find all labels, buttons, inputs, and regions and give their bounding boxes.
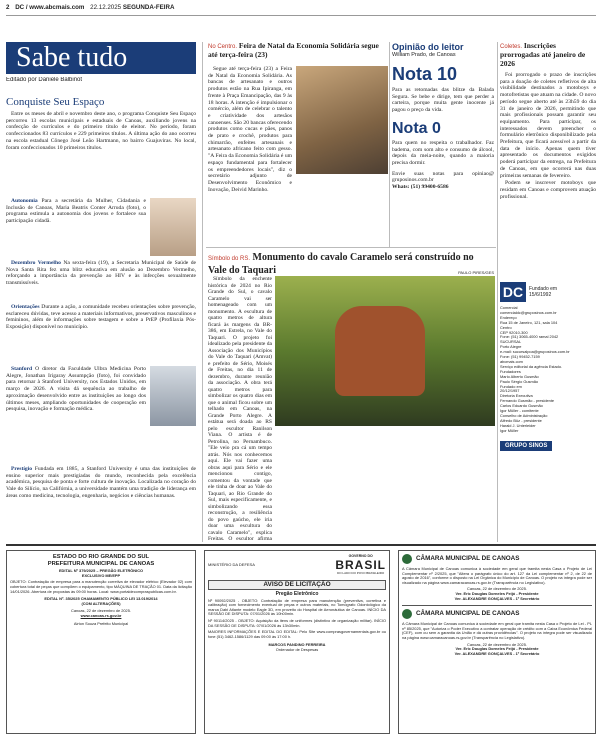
sabe-tudo-headline: Conquiste Seu Espaço: [6, 96, 105, 108]
item-lead: Orientações: [11, 304, 40, 310]
expediente-line: Fone: (51) 3065-4000 ramal 2042: [500, 334, 559, 340]
section-divider: [206, 247, 496, 248]
expediente-line: comercialdc@gruposinos.com.br: [500, 309, 557, 315]
coletes-body-text-2: Podem se inscrever motoboys que residam em Canoas e comprovem atuação profissional.: [500, 180, 596, 200]
sabe-tudo-intro: [6, 111, 196, 191]
item-lead: Autonomia: [11, 198, 38, 204]
expediente-line: CEP 92010-300: [500, 329, 528, 335]
ad-estado-title: ESTADO DO RIO GRANDE DO SUL: [52, 554, 150, 560]
ad-camara-sign2b: Ver. ALEXANDRE GONÇALVES - 1º Secretário: [454, 650, 540, 656]
item-text: Fundada em 1885, a Stanford University é uma das instituições de ensino superior mais prestigiadas do mundo, reconhecida pela excelência acadêmica, pesquisa de ponta e forte cultura de inovação. Localizada no coração do Vale do Silício, na Califórnia, a universidade mantém uma tradição de liderança em áreas como medicina, tecnologia, engenharia, negócios e ciências humanas.: [6, 466, 196, 499]
nota0-text: Para quem no respeita o trabalhador. Faz badema, com som alto e consumo de álcool, depois da meia-noite, quando a maioria precisa dormir.: [392, 139, 494, 166]
coletes-headline-block: [500, 42, 596, 72]
ad-defesa-p1: Nº 90092/2025 - OBJETO: Contratação de empresa para manutenção (preventiva, corretiva e calibração) com fornecimento eventual de peças e outros materiais, no Tomógrafo Odontológico da marca Dabi Atlante modelo Eagle 3D, em proveito do Hospital de Aeronáutica de Canoas. INÍCIO DA SESSÃO DE DISPUTA: 07/01/2026 às 10h00min.: [208, 597, 386, 617]
sabe-tudo-title: Sabe tudo: [16, 42, 128, 73]
grupo-sinos-logo: GRUPO SINOS: [500, 441, 552, 451]
ads-divider: [6, 544, 596, 546]
ad-camara-sign1: Ver. Eric Douglas Dorneles Feijó - Presidente: [455, 590, 539, 596]
dc-logo: DC: [500, 282, 526, 302]
brasil-logo: BRASIL: [335, 558, 386, 572]
item-autonomia: [6, 198, 146, 256]
opiniao-whats: Whats: (51) 99400-6586: [392, 184, 449, 191]
item-text: Para a secretária da Mulher, Cidadania e Inclusão de Canoas, Maria Beatris Conter Arruda (foto), o programa estimula a autonomia dos jovens e fortalece sua participação cidadã.: [6, 198, 146, 225]
expediente-line: Igor Müller - comitente: [500, 408, 539, 414]
expediente-line: Fundadores: [500, 368, 521, 374]
ad-estado-subtitle: PREFEITURA MUNICIPAL DE CANOAS: [47, 560, 155, 567]
ad-estado-edital3: (COM ALTERAÇÕES): [81, 600, 121, 606]
natal-headline: Feira de Natal da Economia Solidária segue até terça-feira (23): [208, 42, 379, 60]
ad-defesa-p3: MAIORES INFORMAÇÕES E EDITAL DO EDITAL: Pelo Site www.comprasgovernamentais.gov.br ou fone (51) 3462-1586/1129 das 09:00 às 17:00 h.: [208, 629, 386, 639]
item-lead: Stanford: [11, 366, 33, 372]
ad-estado-site[interactable]: www.canoas.rs.gov.br: [80, 612, 122, 618]
site-name: DC / www.abcmais.com: [15, 4, 85, 11]
expediente-line: Fundado em: [500, 383, 522, 389]
expediente-line: Carlos Eduardo Gusmão: [500, 403, 543, 409]
ad-camara-p2: A Câmara Municipal de Canoas comunica à sociedade em geral que tramita nesta Casa o Projeto de Lei - PL nº 85/2025, que "Autoriza o Poder Executivo a contratar operação de crédito com a Caixa Econômica Federal (CEF), com ou sem a garantia da União e dá outras providências". O projeto na íntegra pode ser visualizado na página www.camaracanoas.rs.gov.br (Transparência no Legislativo).: [402, 621, 592, 640]
caramelo-photo: [275, 276, 495, 426]
item-text: O diretor da Faculdade Ulbra Medicina Porto Alegre, Jonathan Irigaray Assumpção (foto), foi convidado para retornar à Stanford University, nos Estados Unidos, em março de 2026. A visita dá sequência ao trabalho de aproximação desenvolvido entre as instituições ao longo dos últimos meses, ampliando oportunidades de cooperação em pesquisa, inovação e formação médica.: [6, 366, 146, 413]
nota10-label: Nota 10: [392, 64, 458, 84]
ad-camara-title: CÂMARA MUNICIPAL DE CANOAS: [416, 554, 520, 562]
ad-camara-date1: Canoas, 22 de dezembro de 2025.: [467, 586, 527, 592]
ad-camara-date2: Canoas, 22 de dezembro de 2025.: [467, 641, 527, 647]
header-date: 22.12.2025: [90, 4, 122, 11]
expediente-line: Fernando Gusmão - presidente: [500, 398, 555, 404]
opiniao-author: William Prado, de Canoas: [392, 52, 456, 58]
maria-beatris-photo: [150, 198, 196, 256]
expediente-line: Paulo Sérgio Gusmão: [500, 378, 539, 384]
opiniao-contact: Envie suas notas para opiniao@ gruposinos.com.br: [392, 170, 494, 184]
sabe-tudo-banner: [6, 42, 196, 74]
expediente-line: Endereço: [500, 314, 517, 320]
ad-camara: [398, 550, 596, 734]
expediente-line: SUCURSAL: [500, 339, 522, 345]
sabe-tudo-intro-text: Entre os meses de abril e novembro deste ano, o programa Conquiste Seu Espaço percorreu 13 escolas municipais e estaduais de Canoas, auxiliando jovens na confecção de currículos e do primeiro título de eleitor. No período, foram confeccionados 83 currículos e 229 primeiros títulos. A última ação do ano ocorreu na escola estadual Cônego José Leão Hartmann, no bairro Guajuviras. No local, foram confeccionados 10 primeiros títulos.: [6, 111, 196, 151]
item-lead: Dezembro Vermelho: [11, 260, 61, 266]
natal-headline-block: [208, 42, 386, 62]
ad-defesa-ministerio: MINISTÉRIO DA DEFESA: [208, 561, 255, 567]
ad-camara-p1: A Câmara Municipal de Canoas comunica à sociedade em geral que tramita nesta Casa o Projeto de Lei Complementar nº 2/2025, que "Altera o parágrafo único do art. 127 da Lei complementar nº 2, de 22 de agosto de 2016", conforme o disposto na Lei Orgânica do Município de Canoas. O projeto na íntegra pode ser visualizado na página www.camaracanoas.rs.gov.br (Transparência no Legislativo).: [402, 566, 592, 585]
ad-estado-objeto: OBJETO: Contratação de empresa para a manutenção corretiva de elevador elétrico (Elevador 02) com cobertura total de peças que compõem o equipamento, tipo MÁQUINA DE TRAÇÃO 01. Data da licitação 14/01/2026. Abertura de propostas às 09:00 horas. Local: www.portaldecompraspublicas.com.br.: [10, 579, 192, 594]
ad-estado-line2: EXCLUSIVO ME/EPP: [81, 572, 121, 578]
camara-crest-icon: [402, 609, 412, 619]
ad-camara-title-2: CÂMARA MUNICIPAL DE CANOAS: [416, 609, 520, 617]
expediente-line: Rua 15 de Janeiro, 121, sala 104: [500, 319, 558, 325]
expediente-line: Mario Alberto Gusmão: [500, 373, 539, 379]
monumento-body-text: Símbolo da enchente histórica de 2024 no Rio Grande do Sul, o cavalo Caramelo vai ser homenageado com um monumento. A escultura de quatro metros de altura ficará às margens da BR-386, em Estrela, no Vale do Taquari. O projeto foi idealizado pela presidente da Associação dos Municípios do Vale do Taquari (Amvat) e prefeito de Sério, Moisés de Freitas, no dia 11 de dezembro, durante reunião da associação. A obra terá quatro metros para simbolizar os quatro dias em que o animal ficou sobre um telhado em Canoas, na Grande Porto Alegre. A estátua será doada ao RS pelo escultor Ranilson Viana. O artista é de Petrolina, no Pernambuco. "Ele veio pra cá um tempo atrás. Nós nos conhecemos aqui. Ele vai fazer uma obras aqui para Sério e ele mencionou contigo, comentou da vontade que ele tinha de doar ao Vale do Taquari, ao Rio Grande do Sul, mais especificamente, e simbolizando essa reconstrução, a resiliência do povo gaúcho, ele iria doar uma escultura do cavalo Caramelo", explica Freitas. O escultor afirma: [208, 276, 272, 542]
opiniao-title: Opinião do leitor: [392, 42, 464, 52]
natal-body-text: Segue até terça-feira (23) a Feira de Natal da Economia Solidária. As bancas de artesanato e outros produtos estão na Rua Ipiranga, em frente à Praça Emancipação, das 9 às 18 horas. A intenção é impulsionar o comércio, além de celebrar o talento e criatividade dos artesãos canoenses. São 20 bancas oferecendo produtos como cucas e pães, panos de prato e crochê, produtos para chimarrão, enfeites artesanais e artesanato africano feito com gesso. "A Feira da Economia Solidária é um espaço fundamental para fortalecer os empreendedores locais", diz o secretário adjunto de Desenvolvimento Econômico e Inovação, Deivid Marinho.: [208, 66, 292, 193]
expediente-box: [500, 282, 596, 540]
ad-camara-sign2: Ver. Eric Douglas Dorneles Feijó - Presidente: [455, 646, 539, 652]
item-orientacoes: [6, 304, 196, 364]
ad-defesa-sign: MARCOS PANDINO FERREIRA: [268, 642, 326, 648]
coletes-body-text: Foi prorrogado o prazo de inscrições para a doação de coletes refletivos de alta visibilidade destinados a motoboys e motofretistas que atuam na cidade. O novo período segue aberto até às 23h59 do dia 31 de janeiro de 2026, permitindo que mais profissionais possam garantir seu equipamento. Para participar, os interessados devem preencher o formulário eletrônico disponibilizado pela Prefeitura, que ficará acessível a partir da data de início. Apenas quem tiver apresentado os documentos exigidos poderá participar da entrega, na Prefeitura de Canoas, em que ocorrerá nas duas primeiras semanas de fevereiro.: [500, 72, 596, 179]
header-weekday: SEGUNDA-FEIRA: [122, 4, 175, 11]
expediente-line: Comercial: [500, 305, 518, 310]
natal-kicker: No Centro.: [208, 44, 238, 50]
expediente-lines: [500, 306, 596, 434]
item-lead: Prestígio: [11, 466, 33, 472]
ad-defesa-gov: GOVERNO DO: [348, 554, 373, 559]
coletes-kicker: Coletes.: [500, 44, 523, 50]
ad-estado-closing: Canoas, 22 de dezembro de 2025.: [71, 608, 131, 614]
ad-defesa-p2: Nº 90114/2025 - OBJETO: Aquisição da itens de uniformes (distintivo de organização militar). INÍCIO DA SESSÃO DE DISPUTA: 07/01/2026 às 13h30min.: [208, 617, 386, 628]
monumento-headline: Monumento do cavalo Caramelo será construído no Vale do Taquari: [208, 252, 474, 276]
item-prestigio: [6, 466, 196, 538]
page-header: [6, 4, 596, 16]
page-number: 2: [6, 4, 10, 11]
ad-defesa-role: Ordenador de Despesas: [275, 646, 319, 652]
coletes-body: [500, 72, 596, 277]
ad-estado-sign: Airton Souza Prefeito Municipal: [73, 620, 129, 626]
ad-estado-line1: EDITAL Nº 379/2025 – PREGÃO ELETRÔNICO: [58, 568, 144, 574]
expediente-line: abcmais.com: [500, 358, 523, 364]
ad-defesa: [204, 550, 390, 734]
ad-estado: [6, 550, 196, 734]
ad-defesa-sub: Pregão Eletrônico: [275, 591, 319, 597]
item-text: Na sexta-feira (19), a Secretaria Municipal de Saúde de Nova Santa Rita fez uma blitz educativa em alusão ao Dezembro Vermelho, reforçando a importância da prevenção ao HIV e às infecções sexualmente transmissíveis.: [6, 260, 196, 287]
natal-body: [208, 66, 292, 242]
expediente-line: Fone: (51) 99452-7159: [500, 354, 540, 360]
expediente-line: Igor Müller: [500, 427, 519, 433]
nota10-text: Para as retomadas das blitze da Balada Segura. Se bebe e dirige, tem que perder a carteira, porque muita gente inocente já pagou o preço da vida.: [392, 87, 494, 114]
ad-defesa-slogan: DO LADO DO POVO BRASILEIRO: [337, 571, 385, 575]
ad-camara-sign1b: Ver. ALEXANDRE GONÇALVES - 1º Secretário: [454, 595, 540, 601]
monumento-body: [208, 276, 272, 542]
expediente-line: Porto Alegre: [500, 344, 522, 350]
sabe-tudo-editor: Editado por Daniele Balbinot: [6, 77, 83, 83]
expediente-line: Diretoria Executiva: [500, 393, 533, 399]
jonathan-photo: [150, 366, 196, 426]
column-divider: [389, 42, 390, 247]
ad-estado-edital2: EDITAL Nº. 35/2025 CHAMAMENTO PÚBLICO LEI 13.019/2014: [44, 596, 158, 602]
opiniao-box: [392, 42, 494, 247]
expediente-line: Harald J. Unterleider: [500, 422, 536, 428]
expediente-founded: Fundado em 15/6/1992: [529, 286, 558, 298]
column-divider: [497, 42, 498, 542]
item-text: Durante a ação, a comunidade recebeu orientações sobre prevenção, esclareceu dúvidas, teve acesso a materiais informativos, preservativos masculinos e femininos, além de informações sobre testagem e sobre a PrEP (Profilaxia Pós-Exposição) disponível no município.: [6, 304, 196, 331]
monumento-kicker: Símbolo do RS.: [208, 256, 251, 262]
camara-crest-icon: [402, 554, 412, 564]
monumento-photo-credit: PAULO PIRES/GES: [458, 270, 494, 275]
column-divider: [202, 42, 203, 542]
expediente-line: 20/12/1957: [500, 388, 520, 394]
nota0-label: Nota 0: [392, 119, 441, 137]
horse-blanket-shape: [335, 306, 425, 396]
expediente-line: Alfredo Büz - presidente: [500, 417, 542, 423]
expediente-line: Centro: [500, 324, 512, 330]
expediente-line: Conselho de Administração: [500, 412, 548, 418]
expediente-line: Serviço editorial da agência Estado.: [500, 363, 563, 369]
natal-photo: [296, 66, 388, 174]
ad-defesa-title: AVISO DE LICITAÇÃO: [208, 580, 386, 590]
coletes-headline: Inscrições prorrogadas até janeiro de 2026: [500, 42, 586, 68]
item-stanford: [6, 366, 146, 462]
item-dezembro: [6, 260, 196, 302]
expediente-line: e-mail: sucursalpoa@gruposinos.com.br: [500, 349, 570, 355]
